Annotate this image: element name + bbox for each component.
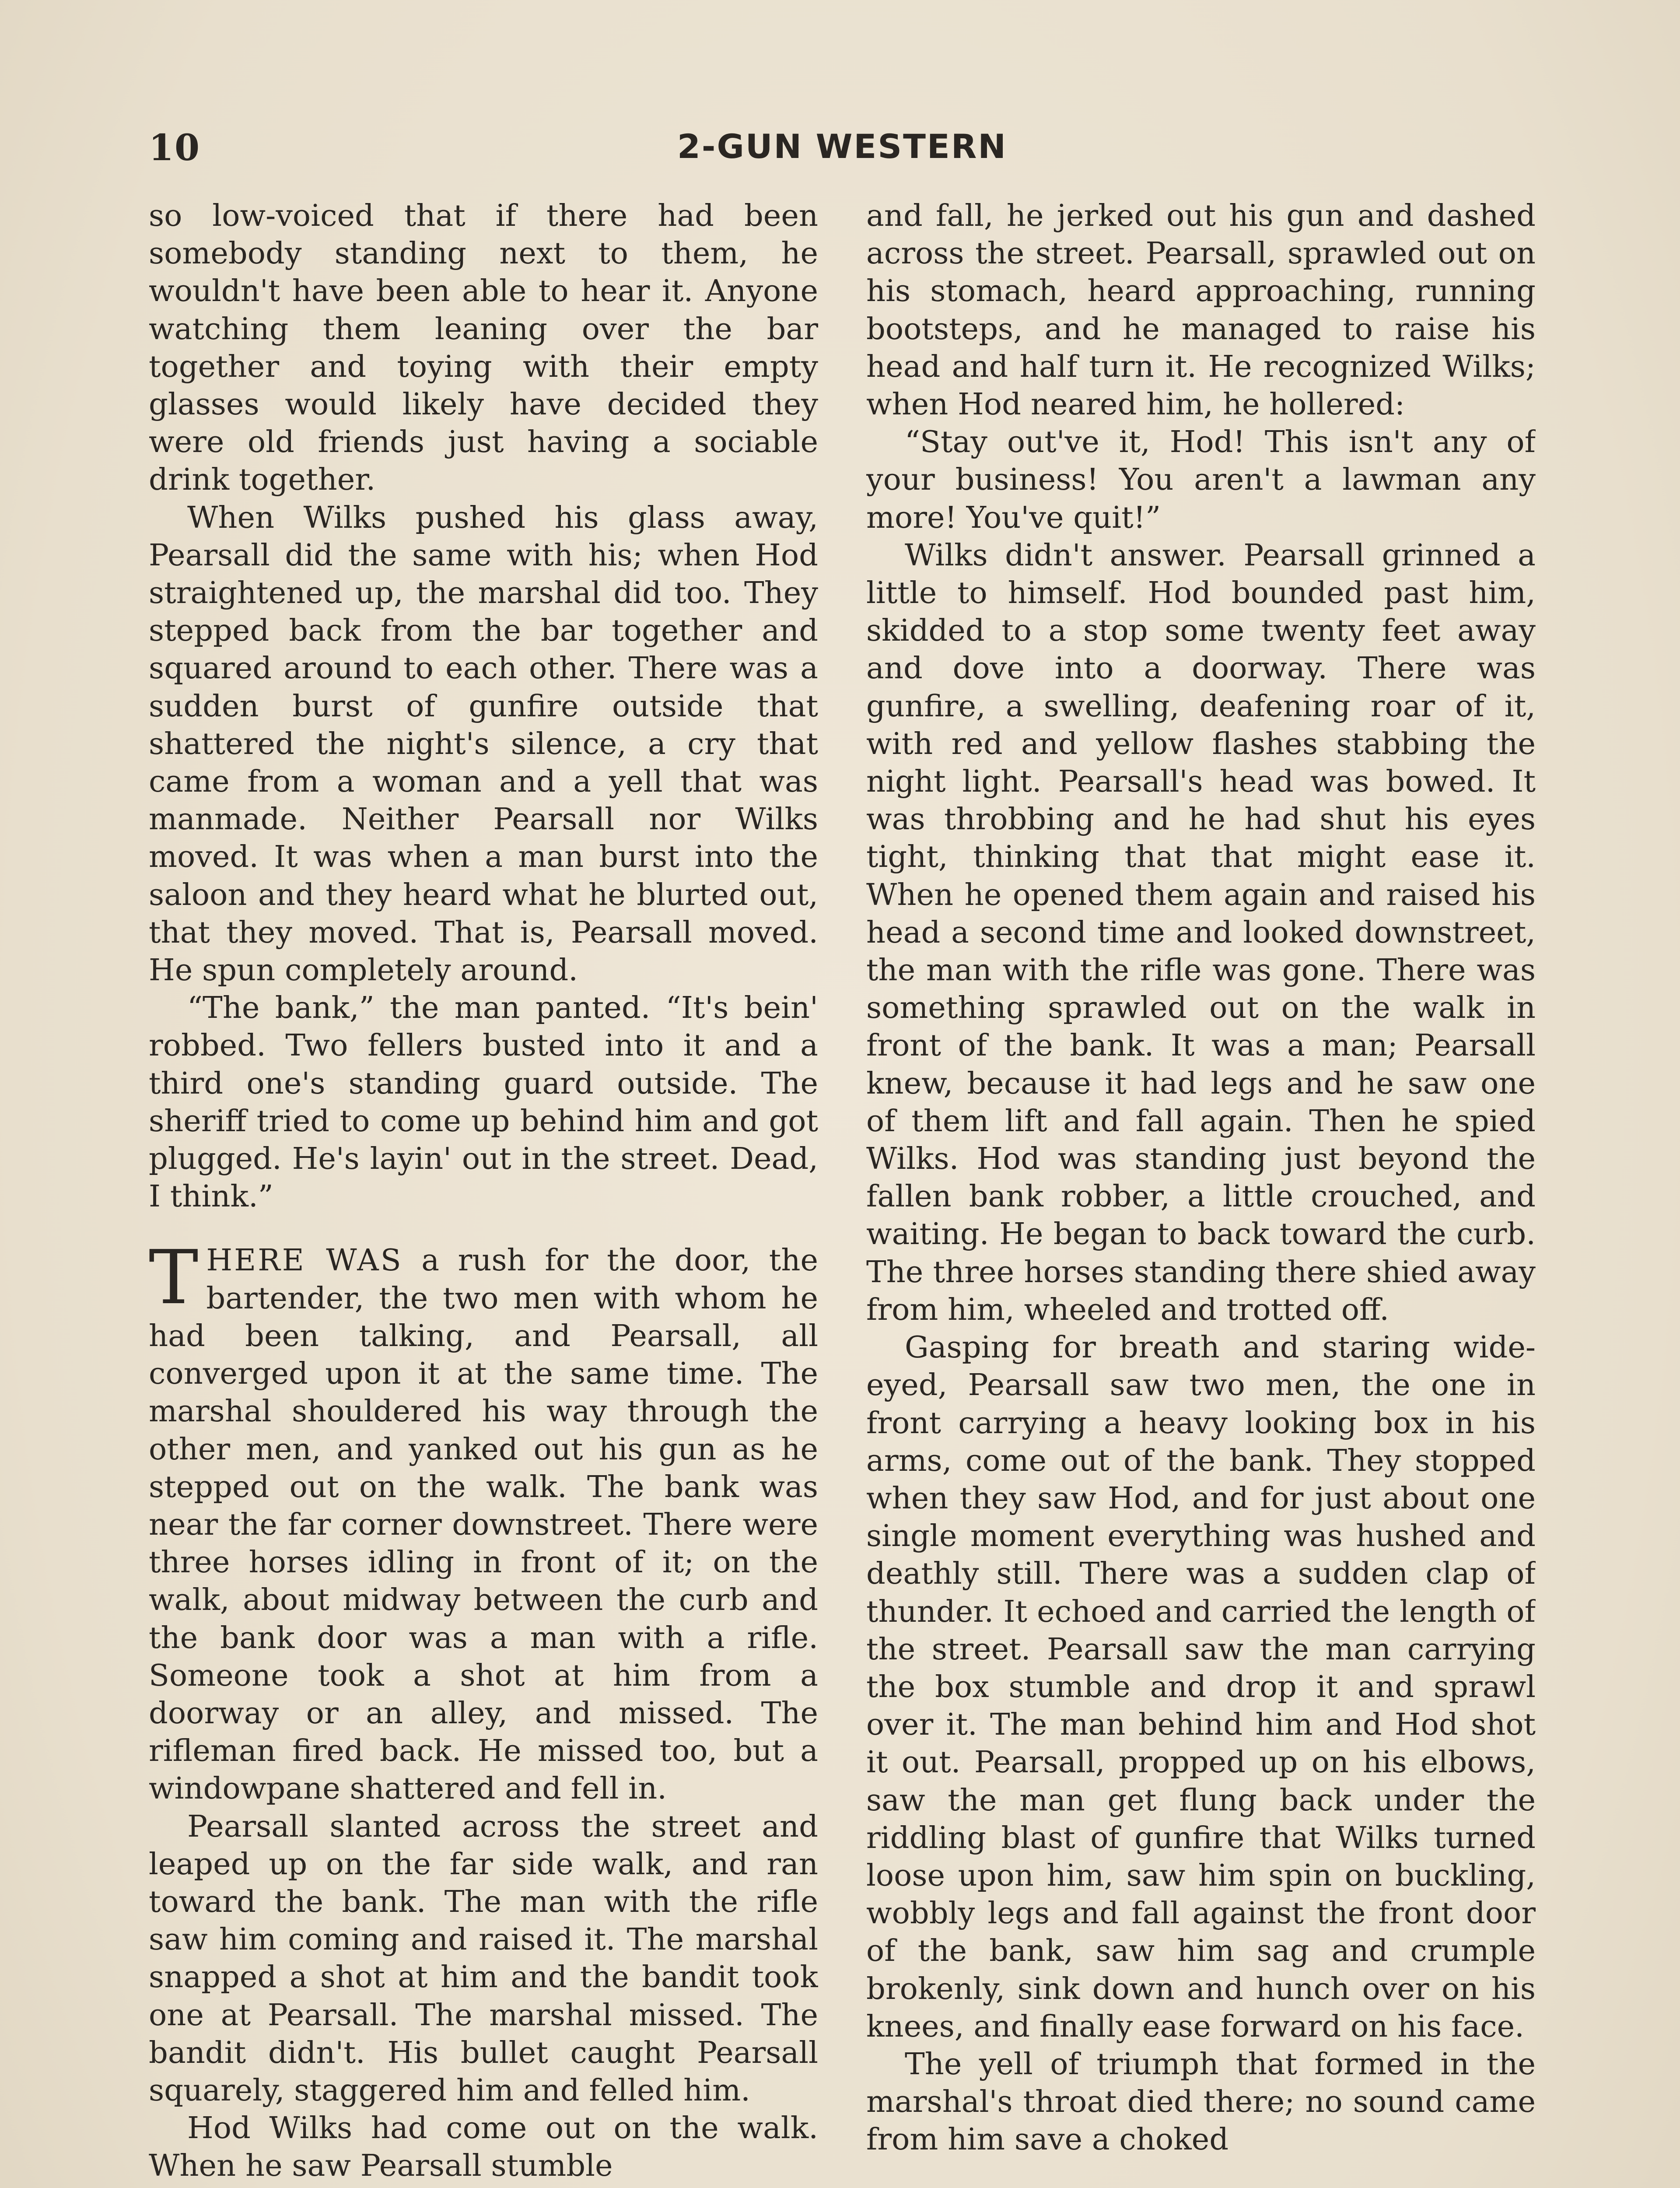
paragraph: Wilks didn't answer. Pearsall grinned a little to himself. Hod bounded past him, skidded to a stop some twenty feet away and dove into a doorway. There was gunfire, a swelling, deafening roar of it, with red and yellow flashes stabbing the night light. Pearsall's head was bowed. It was throbbing and he had shut his eyes tight, thinking that that might ease it. When he opened them again and raised his head a second time and looked downstreet, the man with the rifle was gone. There was something sprawled out on the walk in front of the bank. It was a man; Pearsall knew, because it had legs and he saw one of them lift and fall again. Then he spied Wilks. Hod was standing just beyond the fallen bank robber, a little crouched, and waiting. He began to back toward the curb. The three horses standing there shied away from him, wheeled and trotted off. (866, 537, 1536, 1327)
running-head: 2-GUN WESTERN (677, 127, 1007, 166)
page-header (149, 127, 1536, 179)
section-opening-paragraph (149, 1234, 818, 1807)
paragraph: Pearsall slanted across the street and leaped up on the far side walk, and ran toward the bank. The man with the rifle saw him coming and raised it. The marshal snapped a shot at him and the bandit took one at Pearsall. The marshal missed. The bandit didn't. His bullet caught Pearsall squarely, staggered him and felled him. (149, 1809, 818, 2108)
paragraph: and fall, he jerked out his gun and dashed across the street. Pearsall, sprawled out on his stomach, heard approaching, running bootsteps, and he managed to raise his head and half turn it. He recognized Wilks; when Hod neared him, he hollered: (866, 198, 1536, 422)
left-column (149, 197, 818, 2188)
paragraph: “The bank,” the man panted. “It's bein' robbed. Two fellers busted into it and a third one's standing guard outside. The sheriff tried to come up behind him and got plugged. He's layin' out in the street. Dead, I think.” (149, 990, 818, 1214)
paragraph-text: a rush for the door, the bartender, the two men with whom he had been talking, and Pearsall, all converged upon it at the same time. The marshal shouldered his way through the other men, and yanked out his gun as he stepped out on the walk. The bank was near the far corner downstreet. There were three horses idling in front of it; on the walk, about midway between the curb and the bank door was a man with a rifle. Someone took a shot at him from a doorway or an alley, and missed. The rifleman fired back. He missed too, but a windowpane shattered and fell in. (149, 1243, 818, 1806)
drop-cap: T (149, 1234, 199, 1322)
paragraph: When Wilks pushed his glass away, Pearsall did the same with his; when Hod straightened up, the marshal did too. They stepped back from the bar together and squared around to each other. There was a sudden burst of gunfire outside that shattered the night's silence, a cry that came from a woman and a yell that was manmade. Neither Pearsall nor Wilks moved. It was when a man burst into the saloon and they heard what he blurted out, that they moved. That is, Pearsall moved. He spun completely around. (149, 500, 818, 988)
paragraph: “Stay out've it, Hod! This isn't any of your business! You aren't a lawman any more! You've quit!” (866, 424, 1536, 535)
section-break (149, 1215, 818, 1241)
paragraph: The yell of triumph that formed in the marshal's throat died there; no sound came from him save a choked (866, 2046, 1536, 2157)
page-number: 10 (149, 127, 201, 169)
paragraph: so low-voiced that if there had been somebody standing next to them, he wouldn't have been able to hear it. Anyone watching them leaning over the bar together and toying with their empty glasses would likely have decided they were old friends just having a sociable drink together. (149, 198, 818, 498)
paragraph: Hod Wilks had come out on the walk. When he saw Pearsall stumble (149, 2111, 818, 2184)
lead-in-caps: HERE WAS (206, 1243, 403, 1278)
paragraph: Gasping for breath and staring wide-eyed, Pearsall saw two men, the one in front carrying a heavy looking box in his arms, come out of the bank. They stopped when they saw Hod, and for just about one single moment everything was hushed and deathly still. There was a sudden clap of thunder. It echoed and carried the length of the street. Pearsall saw the man carrying the box stumble and drop it and sprawl over it. The man behind him and Hod shot it out. Pearsall, propped up on his elbows, saw the man get flung back under the riddling blast of gunfire that Wilks turned loose upon him, saw him spin on buckling, wobbly legs and fall against the front door of the bank, saw him sag and crumple brokenly, sink down and hunch over on his knees, and finally ease forward on his face. (866, 1330, 1536, 2044)
story-body (149, 197, 1536, 2188)
right-column (866, 197, 1536, 2188)
